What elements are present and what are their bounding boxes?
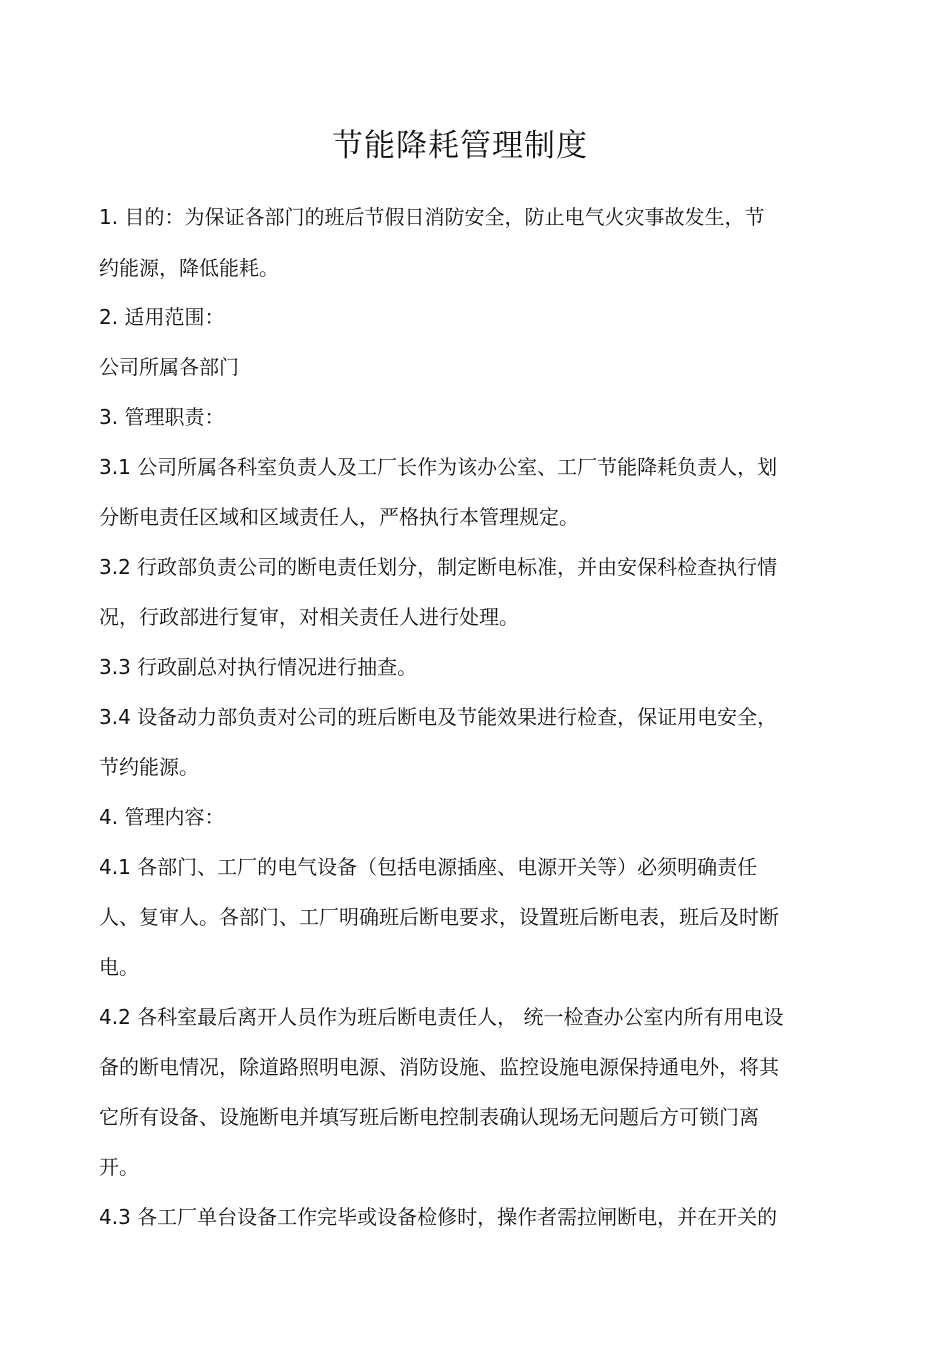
text-line-3-4-cont: 节约能源。 xyxy=(99,755,199,779)
text-line-4-2-end: 开。 xyxy=(99,1155,139,1179)
text-line-4-1-cont: 人、复审人。各部门、工厂明确班后断电要求，设置班后断电表，班后及时断 xyxy=(99,905,779,929)
text-line-4-2-cont: 备的断电情况，除道路照明电源、消防设施、监控设施电源保持通电外，将其 xyxy=(99,1055,779,1079)
text-line-3-4: 3.4 设备动力部负责对公司的班后断电及节能效果进行检查，保证用电安全， xyxy=(99,705,778,729)
text-line-4-1-end: 电。 xyxy=(99,955,139,979)
text-line-scope-heading: 2. 适用范围： xyxy=(99,305,225,329)
text-line-3-3: 3.3 行政副总对执行情况进行抽查。 xyxy=(99,655,418,679)
text-line-content-heading: 4. 管理内容： xyxy=(99,805,225,829)
text-line-scope: 公司所属各部门 xyxy=(99,355,239,379)
text-line-4-2: 4.2 各科室最后离开人员作为班后断电责任人， 统一检查办公室内所有用电设 xyxy=(99,1005,784,1029)
text-line-3-1: 3.1 公司所属各科室负责人及工厂长作为该办公室、工厂节能降耗负责人，划 xyxy=(99,455,778,479)
text-line-3-2-cont: 况，行政部进行复审，对相关责任人进行处理。 xyxy=(99,605,519,629)
text-line-3-2: 3.2 行政部负责公司的断电责任划分，制定断电标准，并由安保科检查执行情 xyxy=(99,555,778,579)
document-title: 节能降耗管理制度 xyxy=(332,128,588,164)
text-line-3-1-cont: 分断电责任区域和区域责任人，严格执行本管理规定。 xyxy=(99,505,579,529)
text-line-4-2-cont2: 它所有设备、设施断电并填写班后断电控制表确认现场无问题后方可锁门离 xyxy=(99,1105,759,1129)
text-line-purpose: 1. 目的：为保证各部门的班后节假日消防安全，防止电气火灾事故发生，节 xyxy=(99,205,765,229)
text-line-purpose-cont: 约能源，降低能耗。 xyxy=(99,256,279,280)
text-line-4-1: 4.1 各部门、工厂的电气设备（包括电源插座、电源开关等）必须明确责任 xyxy=(99,855,758,879)
text-line-duties-heading: 3. 管理职责： xyxy=(99,405,225,429)
text-line-4-3: 4.3 各工厂单台设备工作完毕或设备检修时，操作者需拉闸断电，并在开关的 xyxy=(99,1205,778,1229)
